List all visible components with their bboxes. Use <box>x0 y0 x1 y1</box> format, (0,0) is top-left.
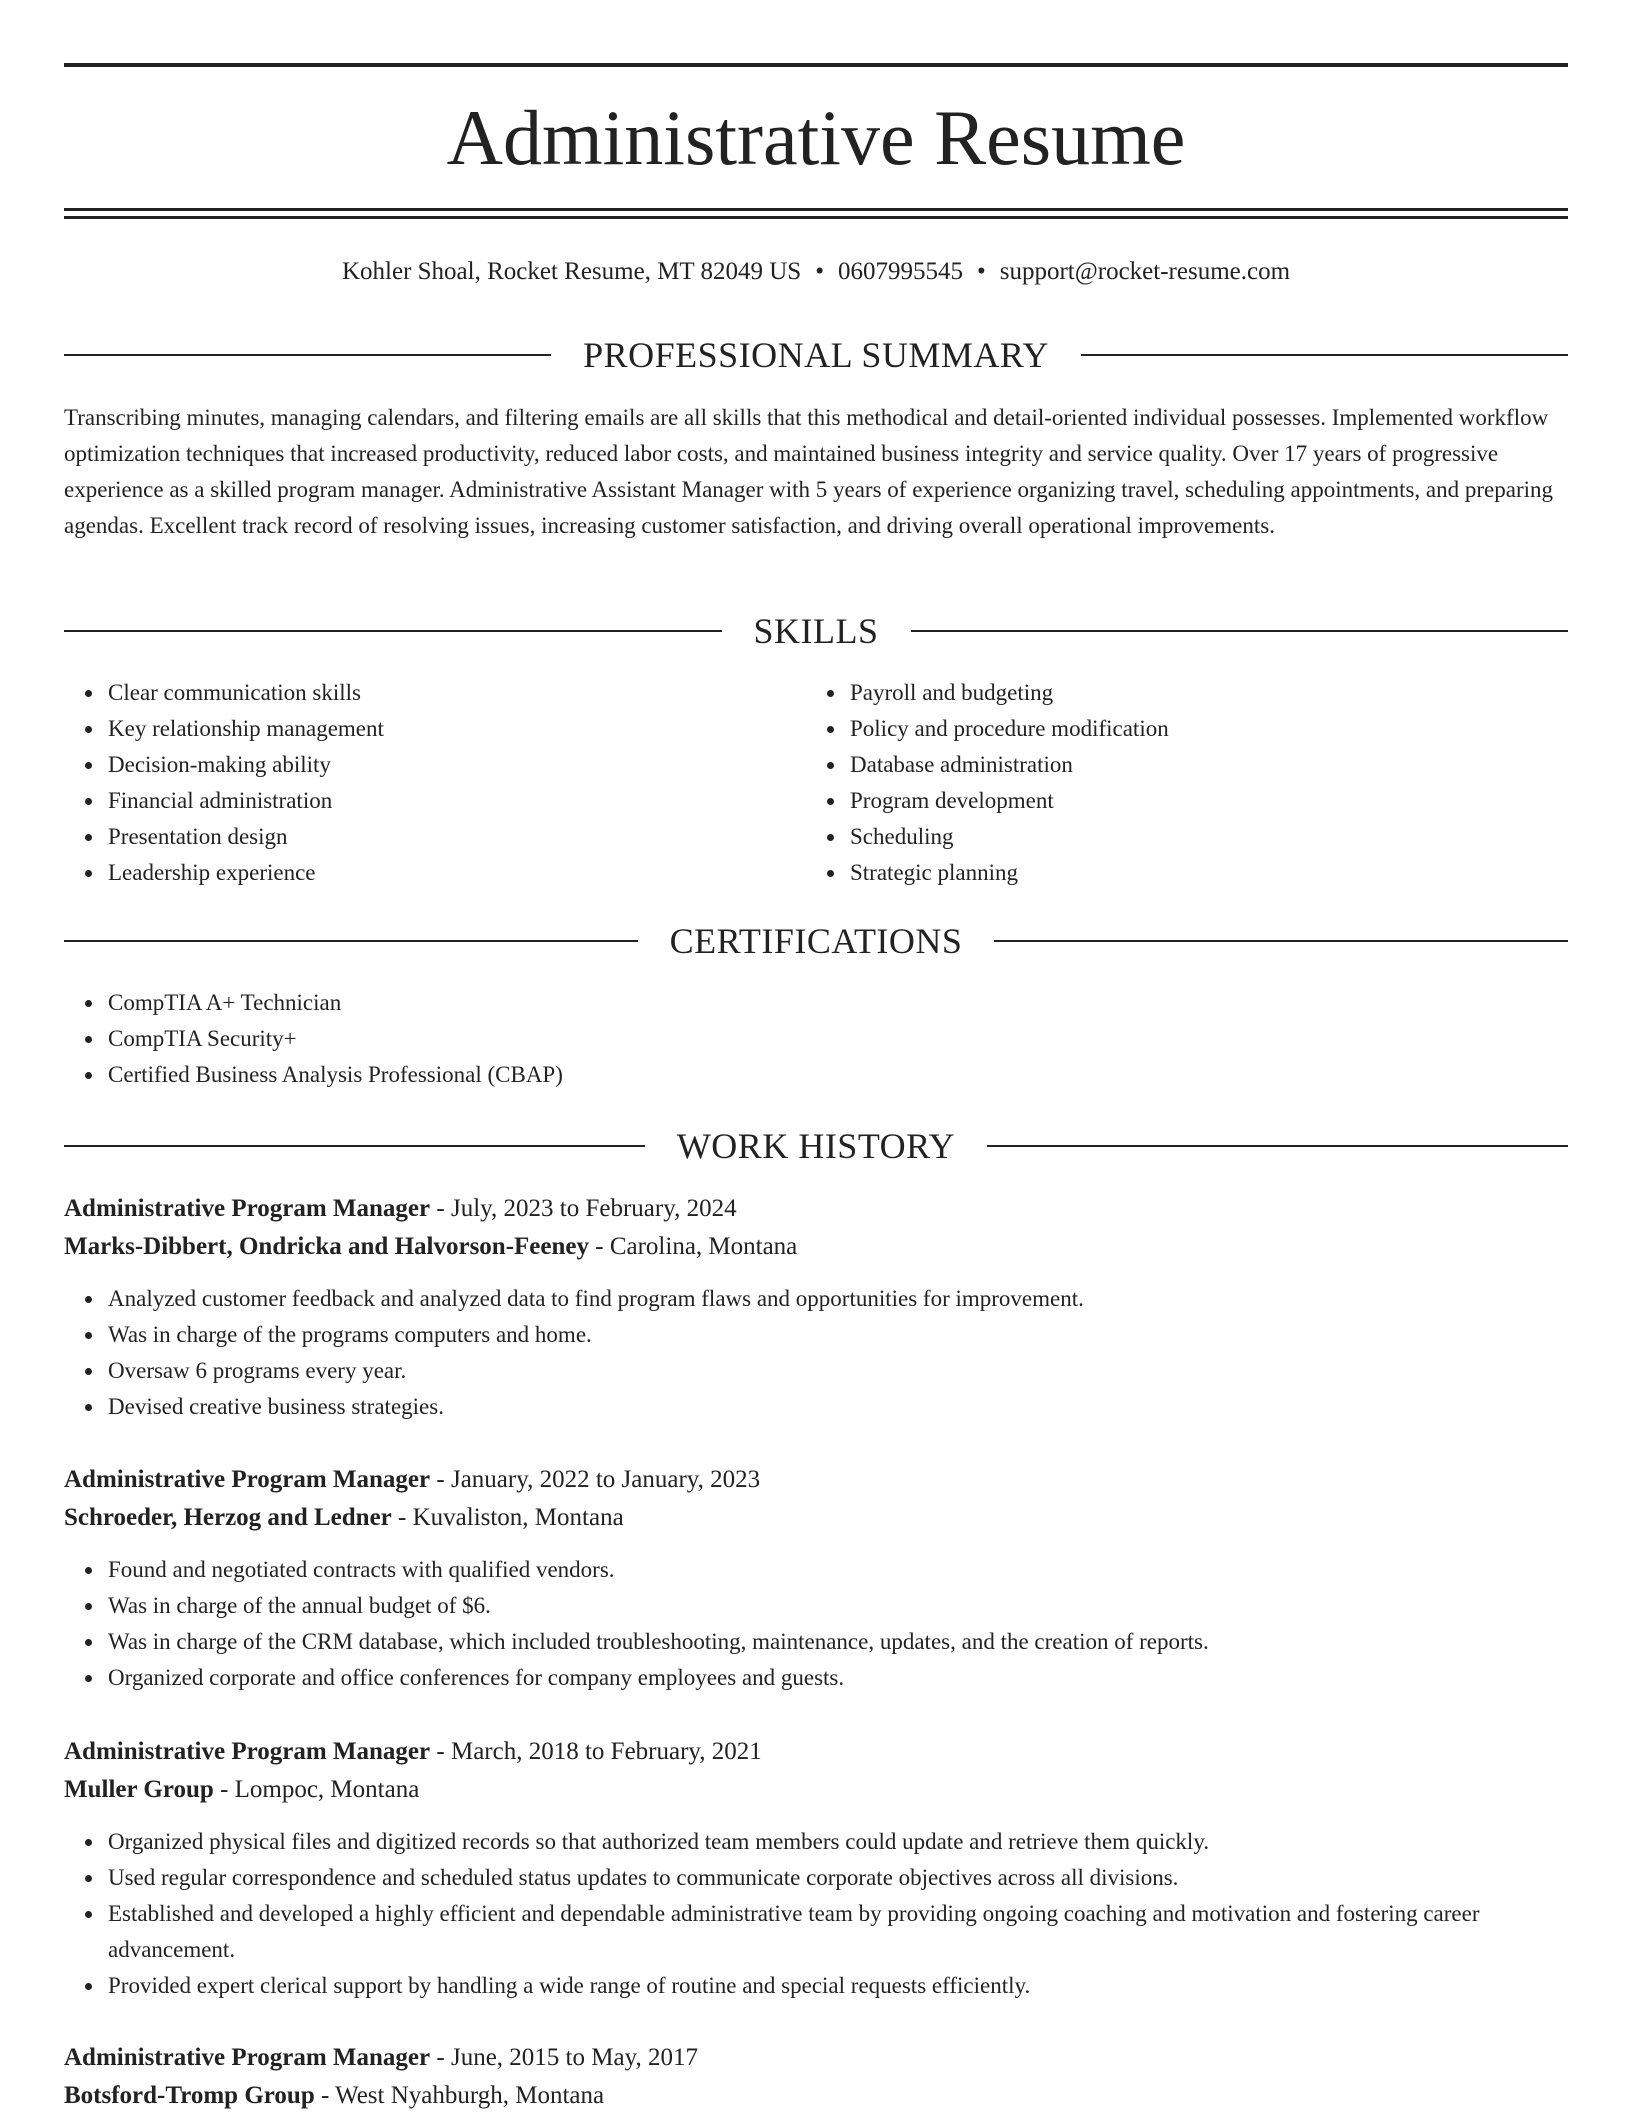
job-location: Lompoc, Montana <box>234 1776 420 1803</box>
section-header-work <box>64 1121 1568 1171</box>
section-header-skills <box>64 606 1568 656</box>
skill-item: Financial administration <box>108 783 764 819</box>
section-header-certifications <box>64 916 1568 966</box>
skill-item: Strategic planning <box>850 855 1506 891</box>
job-company: Marks-Dibbert, Ondricka and Halvorson-Feeney <box>64 1233 589 1260</box>
certification-item: CompTIA A+ Technician <box>108 985 1568 1021</box>
skill-item: Leadership experience <box>108 855 764 891</box>
job-company-line: Muller Group - Lompoc, Montana <box>64 1776 420 1803</box>
skill-item: Presentation design <box>108 819 764 855</box>
job-bullet: Provided expert clerical support by handling a wide range of routine and special requests efficiently. <box>108 1968 1568 2004</box>
job-title-line: Administrative Program Manager - July, 2023 to February, 2024 <box>64 1195 737 1222</box>
job-location: West Nyahburgh, Montana <box>335 2082 605 2109</box>
job-title-line: Administrative Program Manager - January, 2022 to January, 2023 <box>64 1466 761 1493</box>
contact-address: Kohler Shoal, Rocket Resume, MT 82049 US <box>341 258 802 285</box>
job-bullet: Devised creative business strategies. <box>108 1389 1568 1425</box>
section-title-summary: PROFESSIONAL SUMMARY <box>583 335 1049 375</box>
job-bullet: Was in charge of the programs computers and home. <box>108 1317 1568 1353</box>
skill-item: Database administration <box>850 747 1506 783</box>
job-bullet: Was in charge of the CRM database, which included troubleshooting, maintenance, updates, and the creation of reports. <box>108 1624 1568 1660</box>
job-title: Administrative Program Manager <box>64 1466 431 1493</box>
job-title-line: Administrative Program Manager - June, 2015 to May, 2017 <box>64 2044 698 2071</box>
contact-phone: 0607995545 <box>837 258 963 285</box>
job-company-line: Schroeder, Herzog and Ledner - Kuvaliston, Montana <box>64 1504 624 1531</box>
section-rule <box>911 630 1569 632</box>
job-dates: June, 2015 to May, 2017 <box>450 2044 698 2071</box>
skills-column-left <box>64 675 764 891</box>
skill-item: Scheduling <box>850 819 1506 855</box>
job-company-line: Marks-Dibbert, Ondricka and Halvorson-Feeney - Carolina, Montana <box>64 1233 798 1260</box>
section-rule <box>1081 354 1568 356</box>
job-bullets <box>64 1281 1568 1425</box>
job-location: Kuvaliston, Montana <box>412 1504 624 1531</box>
certifications-list-wrap <box>64 985 1568 1093</box>
certifications-list <box>64 985 1568 1093</box>
contact-separator: • <box>815 258 824 285</box>
job-location: Carolina, Montana <box>609 1233 798 1260</box>
job-bullet: Was in charge of the annual budget of $6. <box>108 1588 1568 1624</box>
skill-item: Clear communication skills <box>108 675 764 711</box>
job-title: Administrative Program Manager <box>64 1738 431 1765</box>
section-header-summary <box>64 330 1568 380</box>
contact-line <box>64 254 1568 290</box>
job-bullets <box>64 1552 1568 1696</box>
section-rule <box>64 1145 645 1147</box>
job-bullet: Used regular correspondence and scheduled status updates to communicate corporate objectives across all divisions. <box>108 1860 1568 1896</box>
job-company-line: Botsford-Tromp Group - West Nyahburgh, Montana <box>64 2082 605 2109</box>
job-title-line: Administrative Program Manager - March, 2018 to February, 2021 <box>64 1738 762 1765</box>
skills-list-left <box>64 675 764 891</box>
job-title: Administrative Program Manager <box>64 1195 431 1222</box>
section-rule <box>64 940 638 942</box>
job-entry <box>64 1190 1568 1425</box>
skill-item: Policy and procedure modification <box>850 711 1506 747</box>
section-title-skills: SKILLS <box>753 611 879 651</box>
job-title: Administrative Program Manager <box>64 2044 431 2071</box>
section-rule <box>994 940 1568 942</box>
skill-item: Payroll and budgeting <box>850 675 1506 711</box>
skill-item: Program development <box>850 783 1506 819</box>
job-bullet: Oversaw 6 programs every year. <box>108 1353 1568 1389</box>
job-bullets <box>64 1824 1568 2004</box>
job-bullet: Established and developed a highly efficient and dependable administrative team by providing ongoing coaching and motivation and fostering career advancement. <box>108 1896 1568 1968</box>
job-bullet: Analyzed customer feedback and analyzed data to find program flaws and opportunities for improvement. <box>108 1281 1568 1317</box>
job-dates: March, 2018 to February, 2021 <box>450 1738 762 1765</box>
job-dates: January, 2022 to January, 2023 <box>450 1466 761 1493</box>
job-bullet: Organized corporate and office conferences for company employees and guests. <box>108 1660 1568 1696</box>
job-entry <box>64 1733 1568 2004</box>
contact-separator: • <box>976 258 986 285</box>
skills-list-right <box>806 675 1506 891</box>
resume-title: Administrative Resume <box>446 94 1186 181</box>
certification-item: CompTIA Security+ <box>108 1021 1568 1057</box>
job-company: Muller Group <box>64 1776 214 1803</box>
skill-item: Decision-making ability <box>108 747 764 783</box>
job-company: Botsford-Tromp Group <box>64 2082 315 2109</box>
job-dates: July, 2023 to February, 2024 <box>450 1195 737 1222</box>
job-bullet: Organized physical files and digitized records so that authorized team members could update and retrieve them quickly. <box>108 1824 1568 1860</box>
job-bullet: Found and negotiated contracts with qualified vendors. <box>108 1552 1568 1588</box>
section-rule <box>64 354 551 356</box>
top-rule <box>64 63 1568 67</box>
skills-column-right <box>806 675 1506 891</box>
section-title-certifications: CERTIFICATIONS <box>669 921 963 961</box>
certification-item: Certified Business Analysis Professional (CBAP) <box>108 1057 1568 1093</box>
section-rule <box>987 1145 1568 1147</box>
skill-item: Key relationship management <box>108 711 764 747</box>
job-entry <box>64 2039 1568 2115</box>
summary-text: Transcribing minutes, managing calendars, and filtering emails are all skills that this methodical and detail-oriented individual possesses. Implemented workflow optimization techniques that increased productivity, reduced labor costs, and maintained business integrity and service quality. Over 17 years of progressive experience as a skilled program manager. Administrative Assistant Manager with 5 years of experience organizing travel, scheduling appointments, and preparing agendas. Excellent track record of resolving issues, increasing customer satisfaction, and driving overall operational improvements. <box>64 405 1554 538</box>
section-rule <box>64 630 722 632</box>
job-company: Schroeder, Herzog and Ledner <box>64 1504 392 1531</box>
job-entry <box>64 1461 1568 1696</box>
title-double-rule <box>64 208 1568 219</box>
section-title-work: WORK HISTORY <box>676 1126 956 1166</box>
contact-email: support@rocket-resume.com <box>999 258 1291 285</box>
